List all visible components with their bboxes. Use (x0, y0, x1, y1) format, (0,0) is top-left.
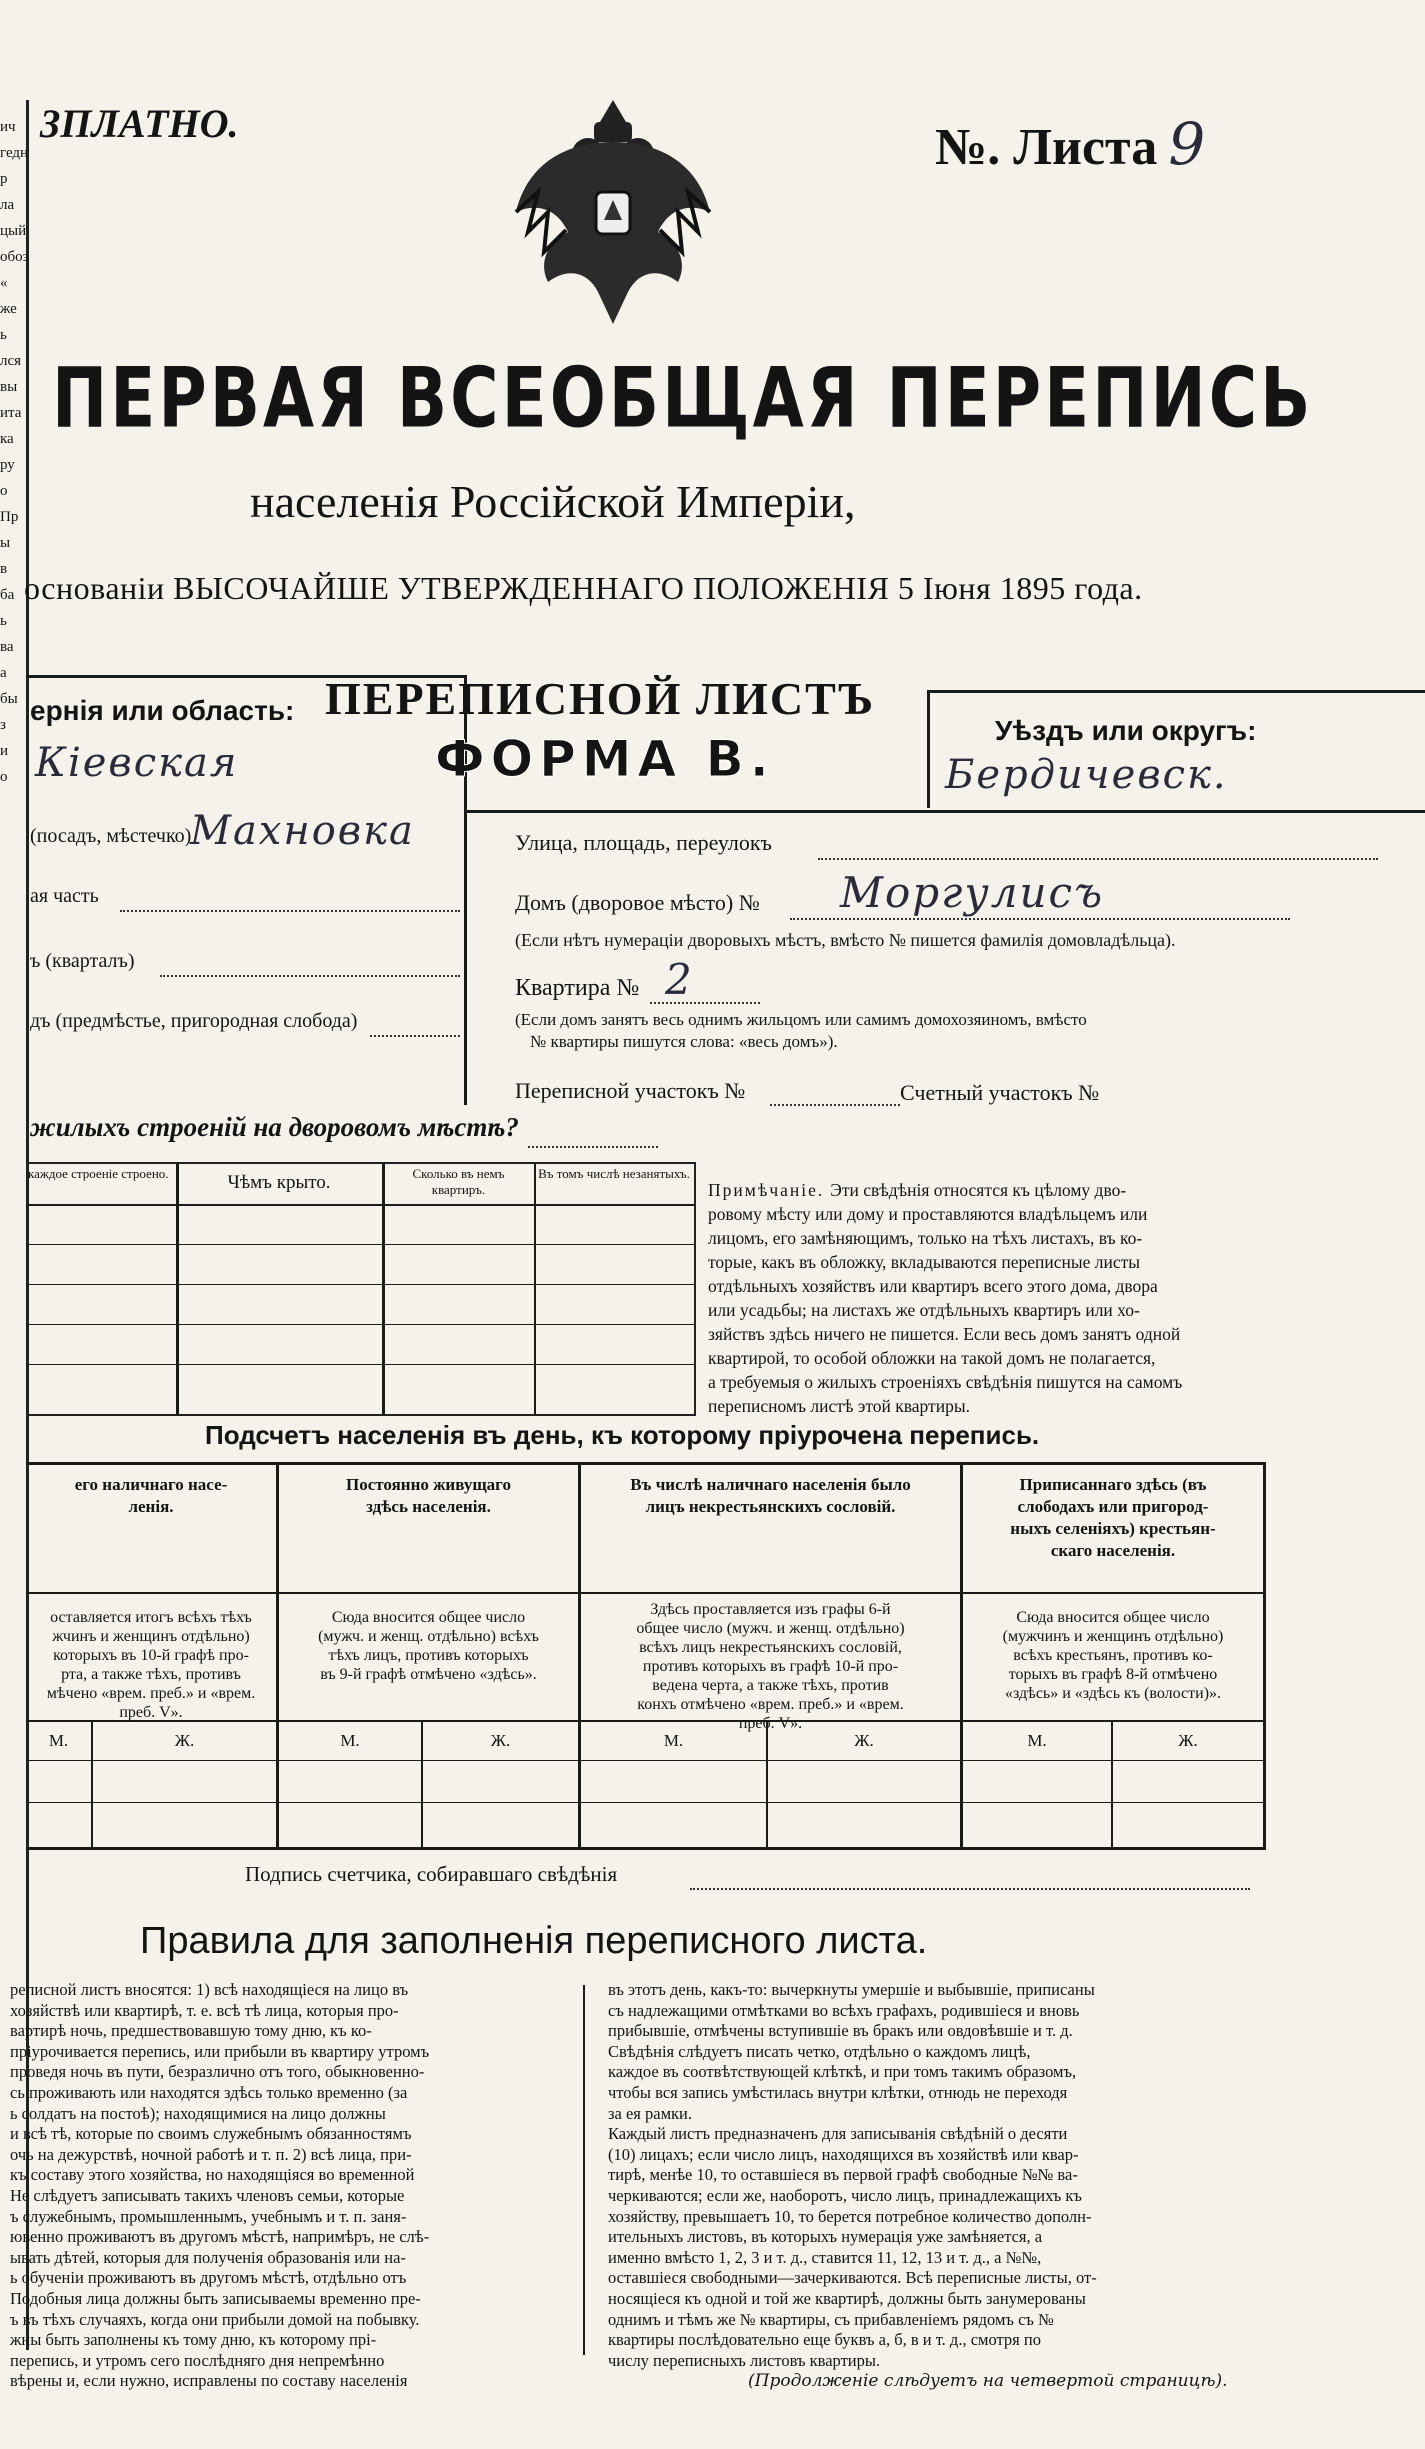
rules-left-column (10, 1980, 560, 2392)
signature-label: Подпись счетчика, собиравшаго свѣдѣнія (245, 1862, 618, 1886)
rules-line: ывать дѣтей, которыя для полученія образованія или на- (10, 2247, 406, 2267)
margin-fragment: в (0, 561, 8, 577)
population-group-description: Сюда вносится общее число (мужч. и женщ. отдѣльно) всѣхъ тѣхъ лицъ, противъ которыхъ въ 9-й графѣ отмѣчено «здѣсь». (318, 1609, 539, 1683)
sheet-number (935, 110, 1207, 178)
town-value: Махновка (190, 808, 415, 854)
rules-right-column (608, 1980, 1248, 2391)
census-subtitle: населенія Россійской Имперіи, (250, 476, 856, 527)
rules-line: черкиваются; если же, наоборотъ, число лицъ, принадлежащихъ къ (608, 2185, 1082, 2205)
rules-line: ь обученіи проживаютъ въ другомъ мѣстѣ, отдѣльно отъ (10, 2268, 407, 2288)
sheet-number-label: №. Листа (935, 119, 1158, 176)
district-value: Бердичевск. (945, 752, 1228, 798)
house-note: (Если нѣтъ нумераціи дворовыхъ мѣстъ, вмѣсто № пишется фамилія домовладѣльца). (515, 930, 1176, 950)
male-column-label: М. (48, 1731, 69, 1750)
note-line: зяйствъ здѣсь ничего не пишется. Если весь домъ занятъ одной (708, 1324, 1181, 1344)
rules-line: именно вмѣсто 1, 2, 3 и т. д., ставится 11, 12, 13 и т. д., а №№, (608, 2247, 1042, 2267)
population-group-description: оставляется итогъ всѣхъ тѣхъ жчинъ и женщинъ отдѣльно) которыхъ въ 10-й графѣ про- рта, а также тѣхъ, противъ мѣчено «врем. преб.» и «врем. преб. V». (46, 1609, 256, 1721)
sheet-number-value: 9 (1168, 110, 1208, 178)
rules-line: очь на дежурствѣ, ночной работѣ и т. п. 2) всѣ лица, при- (10, 2144, 412, 2164)
margin-fragment: гедн (0, 145, 29, 161)
col-roof: Чѣмъ крыто. (227, 1172, 331, 1193)
census-district-label: Переписной участокъ № (515, 1078, 746, 1103)
note-line: квартирой, то особой обложки на такой домъ не полагается, (708, 1348, 1156, 1368)
town-label: (посадъ, мѣстечко) (30, 825, 192, 847)
rules-line: къ составу этого хозяйства, но находящіяся во временной (10, 2165, 415, 2185)
margin-fragment: з (0, 717, 6, 733)
rules-line: Не слѣдуетъ записывать такихъ членовъ семьи, которые (10, 2185, 405, 2205)
margin-fragment: ь (0, 327, 7, 343)
note-line: лицомъ, его замѣняющимъ, только на тѣхъ листахъ, въ ко- (708, 1228, 1143, 1248)
rules-line: хозяйствѣ или квартирѣ, т. е. всѣ тѣ лица, которыя про- (10, 2000, 399, 2020)
suburb-label: дъ (предмѣстье, пригородная слобода) (30, 1010, 358, 1032)
population-group-title: Приписаннаго здѣсь (въ слободахъ или пригород- ныхъ селеніяхъ) крестьян- скаго населенія. (1010, 1475, 1216, 1560)
rules-line: Свѣдѣнія слѣдуетъ писать четко, отдѣльно о каждомъ лицѣ, (608, 2041, 1031, 2061)
quarter-label: ъ (кварталъ) (30, 950, 135, 972)
rules-line: ювенно проживаютъ въ другомъ мѣстѣ, напримѣръ, не слѣ- (10, 2227, 430, 2247)
margin-fragment: цый (0, 223, 27, 239)
census-basis-line: основаніи ВЫСОЧАЙШЕ УТВЕРЖДЕННАГО ПОЛОЖЕНІЯ 5 Іюня 1895 года. (24, 570, 1143, 606)
rules-line: сь проживають или находятся здѣсь только временно (за (10, 2082, 408, 2102)
margin-fragment: ич (0, 119, 16, 135)
rules-line: оставшіеся свободными—зачеркиваются. Всѣ переписные листы, от- (608, 2268, 1097, 2288)
population-group-title: его наличнаго насе- ленія. (74, 1475, 228, 1516)
rules-line: пріурочивается перепись, или прибыли въ квартиру утромъ (10, 2041, 430, 2061)
free-stamp: ЗПЛАТНО. (40, 101, 239, 146)
note-line: а требуемыя о жилыхъ строеніяхъ свѣдѣнія пишутся на самомъ (708, 1372, 1183, 1392)
note-line: или усадьбы; на листахъ же отдѣльныхъ квартиръ или хо- (708, 1300, 1140, 1320)
rules-heading: Правила для заполненія переписного листа. (140, 1920, 928, 1962)
margin-fragment: о (0, 483, 8, 499)
rules-line: Подобныя лица должны быть записываемы временно пре- (10, 2288, 421, 2308)
note-line: торые, какъ въ обложку, вкладываются переписные листы (708, 1252, 1141, 1272)
rules-line: прибывшіе, отмѣчены вступившіе въ бракъ или овдовѣвшіе и т. д. (608, 2021, 1073, 2041)
rules-line: каждое въ соотвѣтствующей клѣткѣ, и при томъ такимъ образомъ, (608, 2062, 1077, 2082)
margin-fragment: а (0, 665, 7, 681)
margin-fragment: ита (0, 405, 22, 421)
rules-line: квартиры послѣдовательно еще буквъ а, б, в и т. д., смотря по (608, 2330, 1041, 2350)
rules-line: тирѣ, менѣе 10, то оставшіеся въ первой графѣ свободные №№ ва- (608, 2165, 1078, 2185)
population-group-description: Здѣсь проставляется изъ графы 6-й общее число (мужч. и женщ. отдѣльно) всѣхъ лицъ некрестьянскихъ сословій, противъ которыхъ въ графѣ 10-й про- ведена черта, а также тѣхъ, против конхъ отмѣчено «врем. преб.» и «врем. преб. V». (636, 1601, 905, 1732)
margin-fragment: ла (0, 197, 15, 213)
district-label: Уѣздъ или округъ: (995, 715, 1257, 746)
counting-district-label: Счетный участокъ № (900, 1080, 1100, 1105)
buildings-table (26, 1162, 696, 1416)
female-column-label: Ж. (174, 1731, 195, 1750)
buildings-question: жилыхъ строеній на дворовомъ мѣстѣ? (30, 1112, 519, 1142)
margin-fragment: ь (0, 613, 7, 629)
male-column-label: М. (663, 1731, 684, 1750)
col-apartments: Сколько въ немъ квартиръ. (412, 1166, 505, 1197)
female-column-label: Ж. (490, 1731, 511, 1750)
population-group-title: Въ числѣ наличнаго населенія было лицъ некрестьянскихъ сословій. (630, 1475, 911, 1516)
male-column-label: М. (1027, 1731, 1047, 1750)
rules-line: ъ служебнымъ, промышленнымъ, учебнымъ и т. п. заня- (10, 2206, 407, 2226)
note-line: отдѣльныхъ хозяйствъ или квартиръ всего этого дома, двора (708, 1276, 1158, 1296)
rules-line: въ этотъ день, какъ-то: вычеркнуты умершіе и выбывшіе, приписаны (608, 1980, 1095, 1999)
rules-line: (10) лицахъ; если число лицъ, находящихся въ хозяйствѣ или квар- (608, 2144, 1079, 2164)
col-vacant: Въ томъ числѣ незанятыхъ. (538, 1166, 690, 1181)
margin-fragment: же (0, 301, 17, 317)
rules-line: проведя ночь въ пути, безразлично отъ того, обыкновенно- (10, 2062, 425, 2082)
female-column-label: Ж. (854, 1731, 874, 1750)
province-value: Кіевская (35, 740, 239, 786)
population-heading: Подсчетъ населенія въ день, къ которому пріурочена перепись. (205, 1420, 1040, 1450)
population-group-title: Постоянно живущаго здѣсь населенія. (346, 1475, 511, 1516)
part-label: ая часть (30, 885, 99, 907)
rules-line: за ея рамки. (608, 2103, 692, 2123)
margin-fragment: о (0, 769, 8, 785)
house-label: Домъ (дворовое мѣсто) № (515, 890, 760, 915)
imperial-eagle-emblem (508, 92, 718, 332)
margin-fragment: и (0, 743, 9, 759)
margin-fragment: вы (0, 379, 18, 395)
apartment-value: 2 (665, 955, 694, 1004)
male-column-label: М. (340, 1731, 360, 1750)
rules-line: вѣрены и, если нужно, исправлены по составу населенія (10, 2371, 408, 2391)
margin-fragment: ба (0, 587, 15, 603)
col-building: каждое строеніе строено. (28, 1166, 169, 1181)
rules-line: жны быть заполнены къ тому дню, къ которому прі- (10, 2330, 377, 2350)
margin-fragment: р (0, 171, 8, 187)
margin-fragment: лся (0, 353, 22, 369)
rules-line: ь солдатъ на постоѣ); находящимися на лицо должны (10, 2103, 386, 2123)
margin-fragment: ва (0, 639, 14, 655)
female-column-label: Ж. (1178, 1731, 1198, 1750)
rules-continuation: (Продолженіе слѣдуетъ на четвертой страницѣ). (748, 2371, 1228, 2392)
rules-line: перепись, и утромъ сего послѣдняго дня непремѣнно (10, 2350, 385, 2370)
note-line: Эти свѣдѣнія относятся къ цѣлому дво- (830, 1180, 1127, 1200)
margin-fragment: бы (0, 691, 18, 707)
margin-fragment: « (0, 275, 8, 291)
apartment-note-1: (Если домъ занятъ весь однимъ жильцомъ или самимъ домохозяиномъ, вмѣсто (515, 1010, 1087, 1029)
rules-line: реписной листъ вносятся: 1) всѣ находящіеся на лицо въ (10, 1980, 409, 1999)
rules-line: чтобы вся запись умѣстилась внутри клѣтки, отнюдь не переходя (608, 2082, 1068, 2102)
rules-line: Каждый листъ предназначенъ для записыванія свѣдѣній о десяти (608, 2124, 1068, 2144)
street-label: Улица, площадь, переулокъ (515, 830, 772, 855)
rules-line: вартирѣ ночь, предшествовавшую тому дню, къ ко- (10, 2021, 372, 2041)
form-title: ПЕРЕПИСНОЙ ЛИСТЪ (325, 673, 876, 724)
province-label: ернія или область: (30, 695, 295, 726)
margin-fragment: ка (0, 431, 14, 447)
rules-line: и всѣ тѣ, которые по своимъ служебнымъ обязанностямъ (10, 2124, 412, 2144)
population-group-description: Сюда вносится общее число (мужчинъ и женщинъ отдѣльно) всѣхъ крестьянъ, противъ ко- торыхъ въ графѣ 8-й отмѣчено «здѣсь» и «здѣсь къ (волости)». (1002, 1609, 1224, 1702)
margin-fragment: ы (0, 535, 11, 551)
rules-line: однимъ и тѣмъ же № квартиры, съ прибавленіемъ рядомъ съ № (608, 2309, 1054, 2329)
margin-fragment: Пр (0, 509, 19, 525)
rules-line: носящіеся къ одной и той же квартирѣ, должны быть занумерованы (608, 2288, 1086, 2308)
note-line: переписномъ листѣ этой квартиры. (708, 1396, 970, 1416)
rules-line: ъ въ тѣхъ случаяхъ, когда они прибыли домой на побывку. (10, 2309, 420, 2329)
margin-fragment: ру (0, 457, 15, 473)
buildings-note (708, 1178, 1413, 1418)
note-head: Примѣчаніе. (708, 1180, 825, 1200)
rules-line: хозяйству, превышаетъ 10, то берется потребное количество дополн- (608, 2206, 1092, 2226)
form-letter: ФОРМА В. (435, 730, 775, 788)
house-value: Моргулисъ (840, 868, 1105, 917)
apartment-note-2: № квартиры пишутся слова: «весь домъ»). (530, 1032, 838, 1051)
census-title: ПЕРВАЯ ВСЕОБЩАЯ ПЕРЕПИСЬ (52, 350, 1314, 447)
rules-line: числу переписныхъ листовъ квартиры. (608, 2350, 881, 2370)
note-line: ровому мѣсту или дому и проставляются владѣльцемъ или (708, 1204, 1148, 1224)
margin-fragment: обоз (0, 249, 29, 265)
rules-line: съ надлежащими отмѣтками во всѣхъ графахъ, родившіеся и вновь (608, 2000, 1080, 2020)
rules-line: ительныхъ листовъ, въ которыхъ нумерація уже замѣняется, а (608, 2227, 1043, 2247)
apartment-label: Квартира № (515, 975, 640, 1001)
population-table (26, 1462, 1266, 1850)
